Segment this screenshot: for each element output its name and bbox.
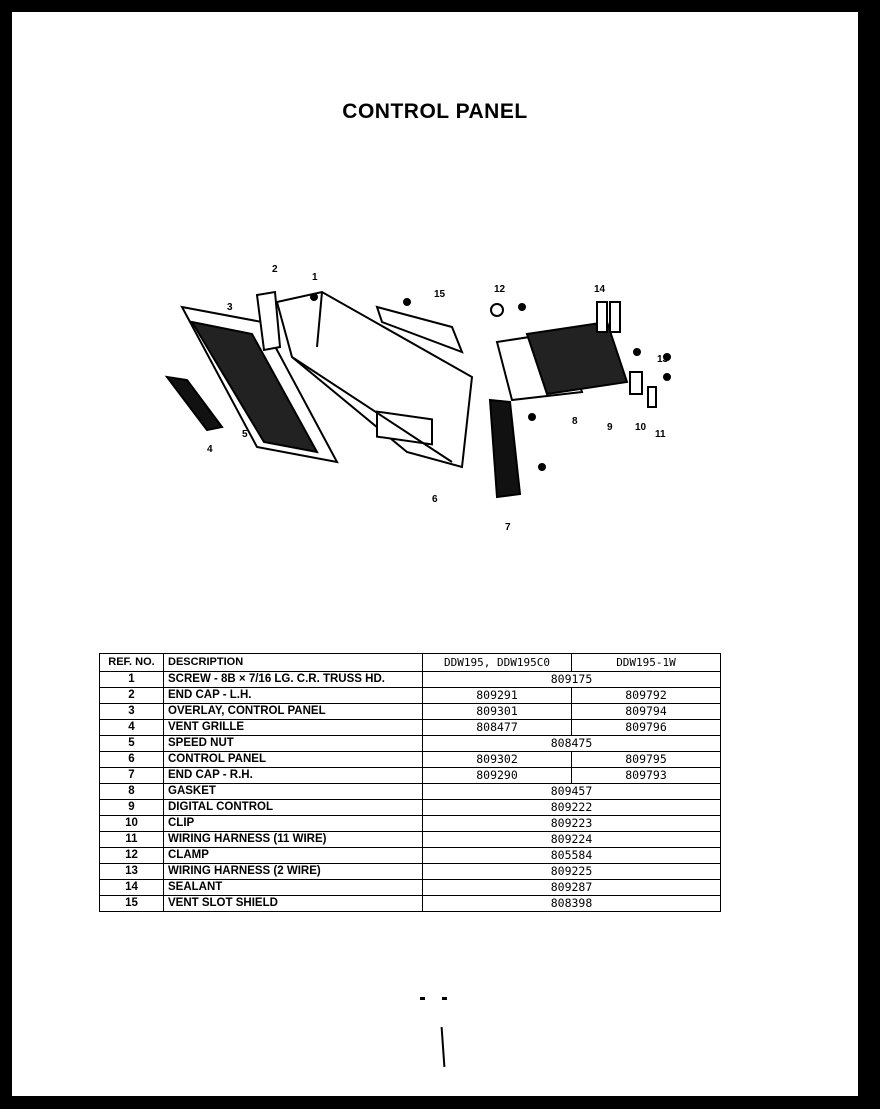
table-row (100, 688, 721, 704)
description-cell: SCREW - 8B × 7/16 LG. C.R. TRUSS HD. (164, 672, 423, 688)
callout-5: 5 (242, 429, 248, 440)
part-number-cell-model-a: 808477 (423, 720, 572, 736)
part-number-cell: 808475 (423, 736, 721, 752)
callout-13: 13 (657, 354, 669, 365)
callout-2: 2 (272, 264, 278, 275)
table-row (100, 672, 721, 688)
part-number-cell-model-b: 809795 (572, 752, 721, 768)
ref-no-cell: 3 (100, 704, 164, 720)
ref-no-cell: 1 (100, 672, 164, 688)
ref-no-cell: 9 (100, 800, 164, 816)
ref-no-cell: 5 (100, 736, 164, 752)
part-number-cell-model-a: 809302 (423, 752, 572, 768)
parts-table (99, 653, 721, 912)
table-row (100, 880, 721, 896)
description-cell: WIRING HARNESS (2 WIRE) (164, 864, 423, 880)
header-ref-no: REF. NO. (100, 654, 164, 672)
description-cell: CLIP (164, 816, 423, 832)
clip-shape (630, 372, 642, 394)
parts-sheet (12, 12, 858, 1096)
part-number-cell-model-a: 809301 (423, 704, 572, 720)
part-number-cell-model-b: 809796 (572, 720, 721, 736)
end-cap-rh-shape (490, 400, 520, 497)
table-row (100, 848, 721, 864)
description-cell: VENT SLOT SHIELD (164, 896, 423, 912)
part-number-cell-model-b: 809792 (572, 688, 721, 704)
ref-no-cell: 4 (100, 720, 164, 736)
part-number-cell-model-b: 809794 (572, 704, 721, 720)
callout-12: 12 (494, 284, 506, 295)
callout-4: 4 (207, 444, 213, 455)
clamp-shape (491, 304, 503, 316)
description-cell: SEALANT (164, 880, 423, 896)
header-model-b: DDW195-1W (572, 654, 721, 672)
table-row (100, 896, 721, 912)
part-number-cell-model-a: 809291 (423, 688, 572, 704)
table-row (100, 784, 721, 800)
ref-no-cell: 7 (100, 768, 164, 784)
part-number-cell: 809225 (423, 864, 721, 880)
scan-mark (441, 1027, 446, 1067)
table-row (100, 816, 721, 832)
description-cell: END CAP - L.H. (164, 688, 423, 704)
ref-no-cell: 2 (100, 688, 164, 704)
scan-mark (442, 997, 447, 1000)
ref-no-cell: 6 (100, 752, 164, 768)
header-model-a: DDW195, DDW195C0 (423, 654, 572, 672)
part-number-cell: 805584 (423, 848, 721, 864)
description-cell: CLAMP (164, 848, 423, 864)
table-header-row (100, 654, 721, 672)
table-row (100, 800, 721, 816)
callout-3: 3 (227, 302, 233, 313)
description-cell: END CAP - R.H. (164, 768, 423, 784)
part-number-cell: 809175 (423, 672, 721, 688)
part-number-cell: 809457 (423, 784, 721, 800)
part-number-cell-model-a: 809290 (423, 768, 572, 784)
ref-no-cell: 10 (100, 816, 164, 832)
harness-shape (648, 387, 656, 407)
description-cell: CONTROL PANEL (164, 752, 423, 768)
part-number-cell: 808398 (423, 896, 721, 912)
callout-9: 9 (607, 422, 613, 433)
scan-mark (420, 997, 425, 1000)
description-cell: DIGITAL CONTROL (164, 800, 423, 816)
ref-no-cell: 13 (100, 864, 164, 880)
callout-10: 10 (635, 422, 647, 433)
ref-no-cell: 14 (100, 880, 164, 896)
vent-grille-shape (167, 377, 222, 430)
table-row (100, 736, 721, 752)
table-row (100, 768, 721, 784)
table-row (100, 704, 721, 720)
description-cell: OVERLAY, CONTROL PANEL (164, 704, 423, 720)
callout-15: 15 (434, 289, 446, 300)
callout-6: 6 (432, 494, 438, 505)
callout-7: 7 (505, 522, 511, 533)
part-number-cell: 809287 (423, 880, 721, 896)
table-row (100, 752, 721, 768)
table-row (100, 720, 721, 736)
page-title: CONTROL PANEL (342, 100, 528, 123)
part-number-cell-model-b: 809793 (572, 768, 721, 784)
parts-table-body (100, 672, 721, 912)
description-cell: WIRING HARNESS (11 WIRE) (164, 832, 423, 848)
ref-no-cell: 8 (100, 784, 164, 800)
exploded-view-diagram (152, 252, 692, 542)
table-row (100, 832, 721, 848)
callout-1: 1 (312, 272, 318, 283)
table-row (100, 864, 721, 880)
callout-14: 14 (594, 284, 606, 295)
callout-11: 11 (655, 429, 666, 440)
callout-8: 8 (572, 416, 578, 427)
header-description: DESCRIPTION (164, 654, 423, 672)
ref-no-cell: 15 (100, 896, 164, 912)
part-number-cell: 809222 (423, 800, 721, 816)
part-number-cell: 809224 (423, 832, 721, 848)
description-cell: VENT GRILLE (164, 720, 423, 736)
ref-no-cell: 12 (100, 848, 164, 864)
description-cell: SPEED NUT (164, 736, 423, 752)
part-number-cell: 809223 (423, 816, 721, 832)
description-cell: GASKET (164, 784, 423, 800)
ref-no-cell: 11 (100, 832, 164, 848)
sealant-shape (597, 302, 607, 332)
